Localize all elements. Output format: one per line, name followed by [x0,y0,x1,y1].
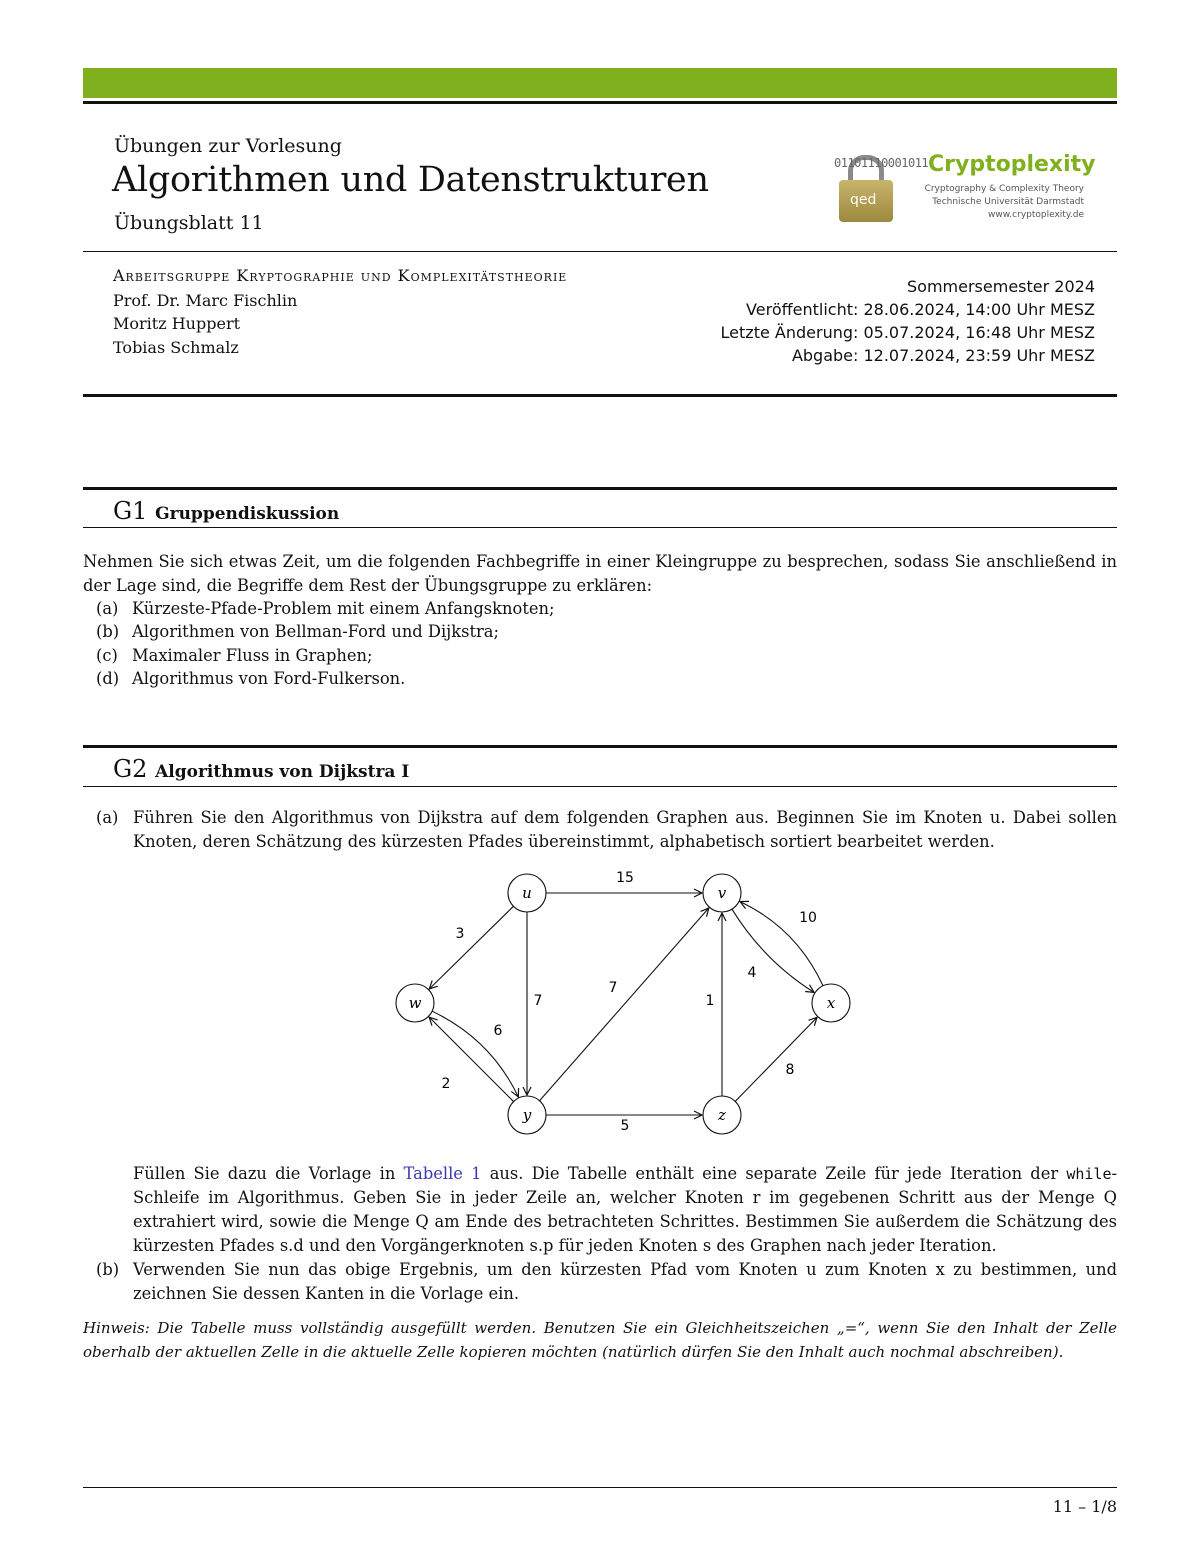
node-label-x: x [826,994,836,1012]
node-label-w: w [408,994,422,1012]
node-label-y: y [522,1106,532,1124]
header-accent-bar [83,68,1117,98]
edge-weight-z-x: 8 [785,1062,795,1078]
list-item: (a) Kürzeste-Pfade-Problem mit einem Anfangsknoten; [96,599,555,618]
table-1-link[interactable]: Tabelle 1 [403,1164,482,1183]
edge-weight-v-x: 4 [747,965,757,981]
section-g1-title: G1 Gruppendiskussion [113,497,340,525]
semester: Sommersemester 2024 [907,277,1095,296]
section-rule-bottom [83,527,1117,528]
g2-a-label: (a) [96,808,119,827]
changed-date: Letzte Änderung: 05.07.2024, 16:48 Uhr MESZ [720,323,1095,342]
list-item: (b) Algorithmen von Bellman-Ford und Dijkstra; [96,622,499,641]
section-rule-bottom [83,786,1117,787]
edge-weight-z-v: 1 [705,993,715,1009]
course-title: Algorithmen und Datenstrukturen [112,160,709,200]
course-pretitle: Übungen zur Vorlesung [114,135,342,157]
page-number: 11 – 1/8 [1052,1497,1117,1516]
edge-y-v [540,908,709,1101]
sheet-title: Übungsblatt 11 [114,212,264,234]
due-date: Abgabe: 12.07.2024, 23:59 Uhr MESZ [791,346,1095,365]
node-label-u: u [522,884,532,902]
section-rule-top [83,487,1117,490]
published-date: Veröffentlicht: 28.06.2024, 14:00 Uhr MESZ [746,300,1095,319]
section-g2-title: G2 Algorithmus von Dijkstra I [113,755,410,783]
edge-weight-y-v: 7 [608,980,618,996]
edge-u-w [429,906,513,989]
edge-weight-u-v: 15 [616,870,634,886]
staff-member: Prof. Dr. Marc Fischlin [113,291,298,310]
g2-b-label: (b) [96,1260,120,1279]
g2-a-text: Führen Sie den Algorithmus von Dijkstra auf dem folgenden Graphen aus. Beginnen Sie im Knoten u. Dabei sollen Knoten, deren Schätzung des kürzesten Pfades übereinstimmt, alphabetisch sortiert bearbeitet werden. [133,808,1117,851]
edge-weight-x-v: 10 [799,910,817,926]
g1-intro: Nehmen Sie sich etwas Zeit, um die folgenden Fachbegriffe in einer Kleingruppe zu besprechen, sodass Sie anschließend in der Lage sind, die Begriffe dem Rest der Übungsgruppe zu erklären: [83,552,1117,595]
header-rule [83,101,1117,104]
research-group: Arbeitsgruppe Kryptographie und Komplexitätstheorie [113,266,568,285]
list-item: (d) Algorithmus von Ford-Fulkerson. [96,669,406,688]
cryptoplexity-logo: qed 01101110001011 Cryptoplexity Cryptography & Complexity Theory Technische Universität Darmstadt www.cryptoplexity.de [834,152,1096,220]
node-label-v: v [717,884,727,902]
edge-weight-u-w: 3 [455,926,465,942]
header-divider [83,251,1117,252]
staff-member: Moritz Huppert [113,314,241,333]
section-rule-top [83,745,1117,748]
edge-weight-y-z: 5 [620,1118,630,1134]
edge-weight-y-w: 6 [493,1023,503,1039]
header-bottom-rule [83,394,1117,397]
staff-member: Tobias Schmalz [113,338,239,357]
edge-z-x [735,1017,817,1101]
footer-rule [83,1487,1117,1488]
edge-weight-w-y: 2 [441,1076,451,1092]
g2-a-instructions: Füllen Sie dazu die Vorlage in Tabelle 1 aus. Die Tabelle enthält eine separate Zeile für jede Iteration der while-Schleife im Algorithmus. Geben Sie in jeder Zeile an, welcher Knoten r im gegebenen Schritt aus der Menge Q extrahiert wird, sowie die Menge Q am Ende des betrachteten Schrittes. Bestimmen Sie außerdem die Schätzung des kürzesten Pfades s.d und den Vorgängerknoten s.p für jeden Knoten s des Graphen nach jeder Iteration. [133,1164,1118,1255]
g2-b-text: Verwenden Sie nun das obige Ergebnis, um den kürzesten Pfad vom Knoten u zum Knoten x zu bestimmen, und zeichnen Sie dessen Kanten in die Vorlage ein. [133,1260,1117,1303]
edge-weight-u-y: 7 [533,993,543,1009]
node-label-z: z [718,1106,726,1124]
dijkstra-graph [380,860,860,1150]
hint-note: Hinweis: Die Tabelle muss vollständig ausgefüllt werden. Benutzen Sie ein Gleichheitszeichen „=“, wenn Sie den Inhalt der Zelle oberhalb der aktuellen Zelle in die aktuelle Zelle kopieren möchten (natürlich dürfen Sie den Inhalt auch nochmal abschreiben). [83,1319,1117,1361]
list-item: (c) Maximaler Fluss in Graphen; [96,646,373,665]
